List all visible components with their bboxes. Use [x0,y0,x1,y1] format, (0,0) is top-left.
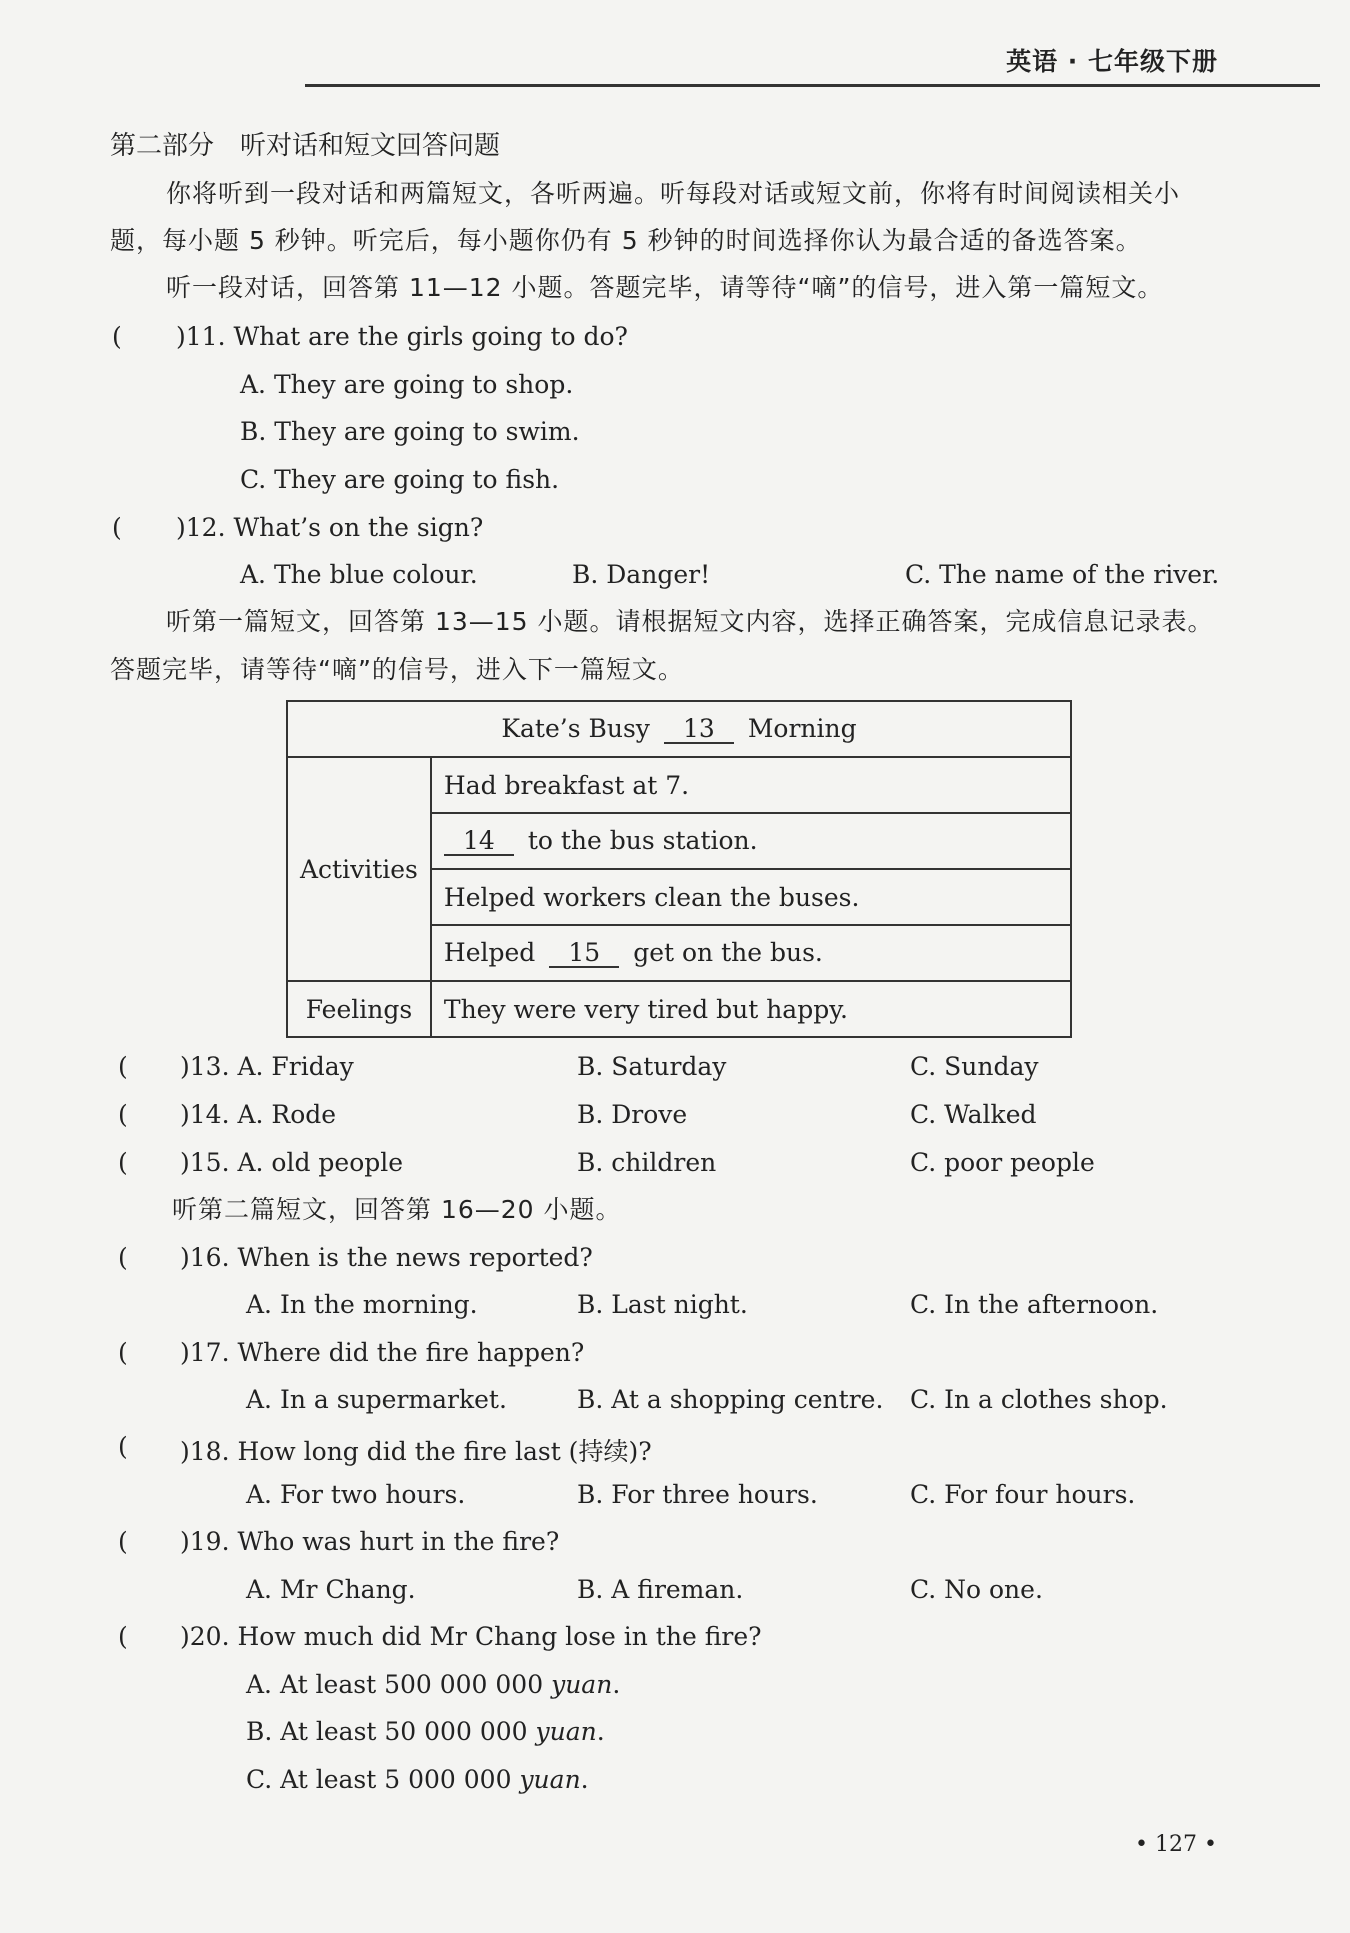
question-19-option-a: A. Mr Chang. [246,1575,416,1604]
header-rule [305,84,1320,87]
answer-paren: ( [118,1338,128,1367]
answer-paren: ( [118,1622,128,1651]
question-19-option-c: C. No one. [910,1575,1043,1604]
intro-line-1: 你将听到一段对话和两篇短文，各听两遍。听每段对话或短文前，你将有时间阅读相关小 [166,179,1181,208]
question-11-option-c: C. They are going to fish. [240,465,560,494]
passage1-instruction-line-1: 听第一篇短文，回答第 13—15 小题。请根据短文内容，选择正确答案，完成信息记录表。 [166,607,1214,636]
activities-label: Activities [287,757,431,981]
currency-unit: yuan [551,1670,613,1699]
option-period: . [612,1670,621,1699]
passage2-instruction: 听第二篇短文，回答第 16—20 小题。 [172,1195,622,1224]
question-13-option-c: C. Sunday [910,1052,1039,1081]
page-number: • 127 • [1135,1832,1217,1857]
question-15-stem: )15. A. old people [180,1148,404,1177]
feelings-label: Feelings [287,981,431,1037]
answer-paren: ( [118,1432,128,1461]
question-17-option-b: B. At a shopping centre. [577,1385,884,1414]
blank-15: 15 [549,940,619,968]
answer-paren: ( [112,513,122,542]
question-13-stem: )13. A. Friday [180,1052,354,1081]
activity-row-1: Had breakfast at 7. [431,757,1071,813]
answer-paren: ( [118,1148,128,1177]
question-19-option-b: B. A fireman. [577,1575,744,1604]
question-12-stem: )12. What’s on the sign? [176,513,484,542]
question-14-option-c: C. Walked [910,1100,1037,1129]
question-18-option-c: C. For four hours. [910,1480,1136,1509]
header-title: 英语 · 七年级下册 [1006,47,1218,76]
blank-14: 14 [444,828,514,856]
activity-row-2 [431,813,1071,869]
question-17-stem: )17. Where did the fire happen? [180,1338,585,1367]
answer-paren: ( [118,1100,128,1129]
section-title: 第二部分 听对话和短文回答问题 [110,131,501,161]
info-record-table [286,700,1072,1038]
table-title [287,701,1071,757]
answer-paren: ( [118,1052,128,1081]
activity-row-3: Helped workers clean the buses. [431,869,1071,925]
question-16-option-a: A. In the morning. [246,1290,478,1319]
question-14-option-b: B. Drove [577,1100,688,1129]
option-text: B. At least 50 000 000 [246,1717,536,1746]
answer-paren: ( [118,1243,128,1272]
dialog-instruction: 听一段对话，回答第 11—12 小题。答题完毕，请等待“嘀”的信号，进入第一篇短文。 [166,273,1164,302]
option-text: A. At least 500 000 000 [246,1670,552,1699]
question-15-option-c: C. poor people [910,1148,1095,1177]
question-20-option-b [246,1717,605,1746]
question-11-option-b: B. They are going to swim. [240,417,580,446]
question-20-option-a [246,1670,620,1699]
answer-paren: ( [118,1527,128,1556]
question-18-stem: )18. How long did the fire last (持续)? [180,1437,652,1466]
question-17-option-c: C. In a clothes shop. [910,1385,1168,1414]
passage1-instruction-line-2: 答题完毕，请等待“嘀”的信号，进入下一篇短文。 [110,655,684,684]
option-text: C. At least 5 000 000 [246,1765,520,1794]
question-13-option-b: B. Saturday [577,1052,727,1081]
question-20-option-c [246,1765,589,1794]
feelings-value: They were very tired but happy. [431,981,1071,1037]
currency-unit: yuan [519,1765,581,1794]
question-11-stem: )11. What are the girls going to do? [176,322,628,351]
intro-line-2: 题，每小题 5 秒钟。听完后，每小题你仍有 5 秒钟的时间选择你认为最合适的备选答案。 [110,226,1142,255]
question-12-option-b: B. Danger! [572,560,711,589]
question-14-stem: )14. A. Rode [180,1100,337,1129]
blank-13: 13 [664,716,734,744]
answer-paren: ( [112,322,122,351]
question-11-option-a: A. They are going to shop. [240,370,574,399]
question-17-option-a: A. In a supermarket. [246,1385,507,1414]
question-16-stem: )16. When is the news reported? [180,1243,593,1272]
question-16-option-c: C. In the afternoon. [910,1290,1159,1319]
activity-row-4 [431,925,1071,981]
currency-unit: yuan [535,1717,597,1746]
question-15-option-b: B. children [577,1148,717,1177]
question-12-option-a: A. The blue colour. [240,560,478,589]
question-18-option-a: A. For two hours. [246,1480,466,1509]
question-12-option-c: C. The name of the river. [905,560,1220,589]
option-period: . [580,1765,589,1794]
question-18-option-b: B. For three hours. [577,1480,818,1509]
question-20-stem: )20. How much did Mr Chang lose in the fire? [180,1622,762,1651]
table-title-text: Kate’s Busy [501,714,650,743]
question-19-stem: )19. Who was hurt in the fire? [180,1527,560,1556]
option-period: . [596,1717,605,1746]
question-16-option-b: B. Last night. [577,1290,748,1319]
activity-row-4-text: Helped [443,938,536,967]
activity-row-2-text: to the bus station. [527,826,758,855]
activity-row-4-text-end: get on the bus. [633,938,823,967]
table-title-text-end: Morning [747,714,857,743]
